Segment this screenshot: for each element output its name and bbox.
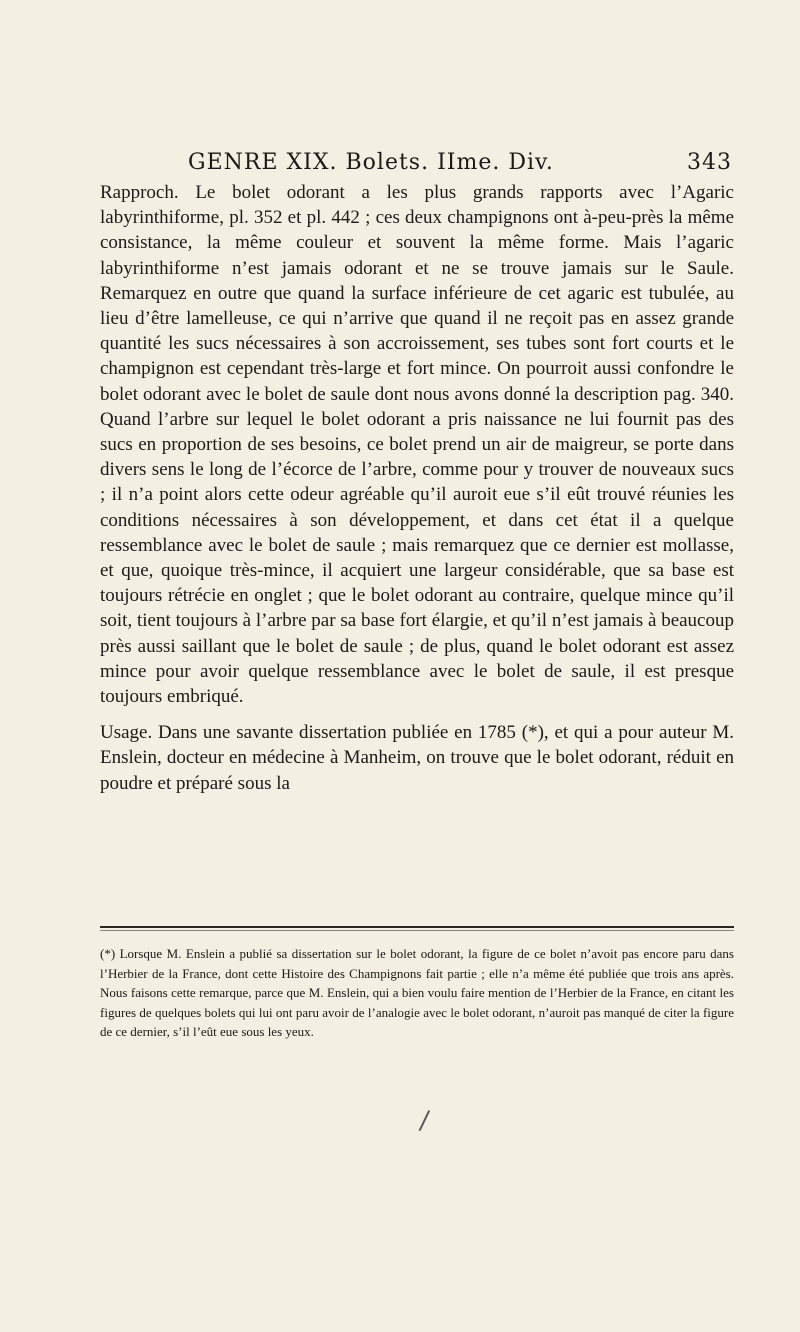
footnote-rule (100, 926, 734, 928)
stray-pen-mark: / (417, 1105, 431, 1137)
paragraph-usage: Usage. Dans une savante dissertation publiée en 1785 (*), et qui a pour auteur M. Enslein, docteur en médecine à Manheim, on trouve que le bolet odorant, réduit en poudre et préparé sous la (100, 722, 734, 794)
running-title: GENRE XIX. Bolets. IIme. Div. (188, 150, 554, 175)
footnote: (*) Lorsque M. Enslein a publié sa dissertation sur le bolet odorant, la figure de ce bolet n’avoit pas encore paru dans l’Herbier de la France, dont cette Histoire des Champignons fait partie ; elle n’a même été publiée que trois ans après. Nous faisons cette remarque, parce que M. Enslein, qui a bien voulu faire mention de l’Herbier de la France, en citant les figures de quelques bolets qui lui ont paru avoir de l’analogie avec le bolet odorant, n’auroit pas manqué de citer la figure de ce dernier, s’il l’eût eue sous les yeux. (100, 946, 734, 1039)
paragraph-rapprochement: Rapproch. Le bolet odorant a les plus grands rapports avec l’Agaric labyrinthiforme, pl. 352 et pl. 442 ; ces deux champignons ont à-peu-près la même consistance, la même couleur et souvent la même forme. Mais l’agaric labyrinthiforme n’est jamais odorant et ne se trouve jamais sur le Saule. Remarquez en outre que quand la surface inférieure de cet agaric est tubulée, au lieu d’être lamelleuse, ce qui n’arrive que quand il ne reçoit pas en assez grande quantité les sucs nécessaires à son accroissement, ses tubes sont fort courts et le champignon est cependant très-large et fort mince. On pourroit aussi confondre le bolet odorant avec le bolet de saule dont nous avons donné la description pag. 340. Quand l’arbre sur lequel le bolet odorant a pris naissance ne lui fournit pas des sucs en proportion de ses besoins, ce bolet prend un air de maigreur, se porte dans divers sens le long de l’écorce de l’arbre, comme pour y trouver de nouveaux sucs ; il n’a point alors cette odeur agréable qu’il auroit eue s’il eût trouvé réunies les conditions nécessaires à son développement, et dans cet état il a quelque ressemblance avec le bolet de saule ; mais remarquez que ce dernier est mollasse, et que, quoique très-mince, il acquiert une largeur considérable, que sa base est toujours rétrécie en onglet ; que le bolet odorant au contraire, quelque mince qu’il soit, tient toujours à l’arbre par sa base fort élargie, et qu’il n’est jamais à beaucoup près aussi saillant que le bolet de saule ; de plus, quand le bolet odorant est assez mince pour avoir quelque ressemblance avec le bolet de saule, il est presque toujours embriqué. (100, 182, 734, 708)
page-number: 343 (687, 150, 732, 175)
footnote-rule-thin (100, 930, 734, 931)
main-text (100, 180, 734, 796)
running-header (188, 150, 732, 175)
